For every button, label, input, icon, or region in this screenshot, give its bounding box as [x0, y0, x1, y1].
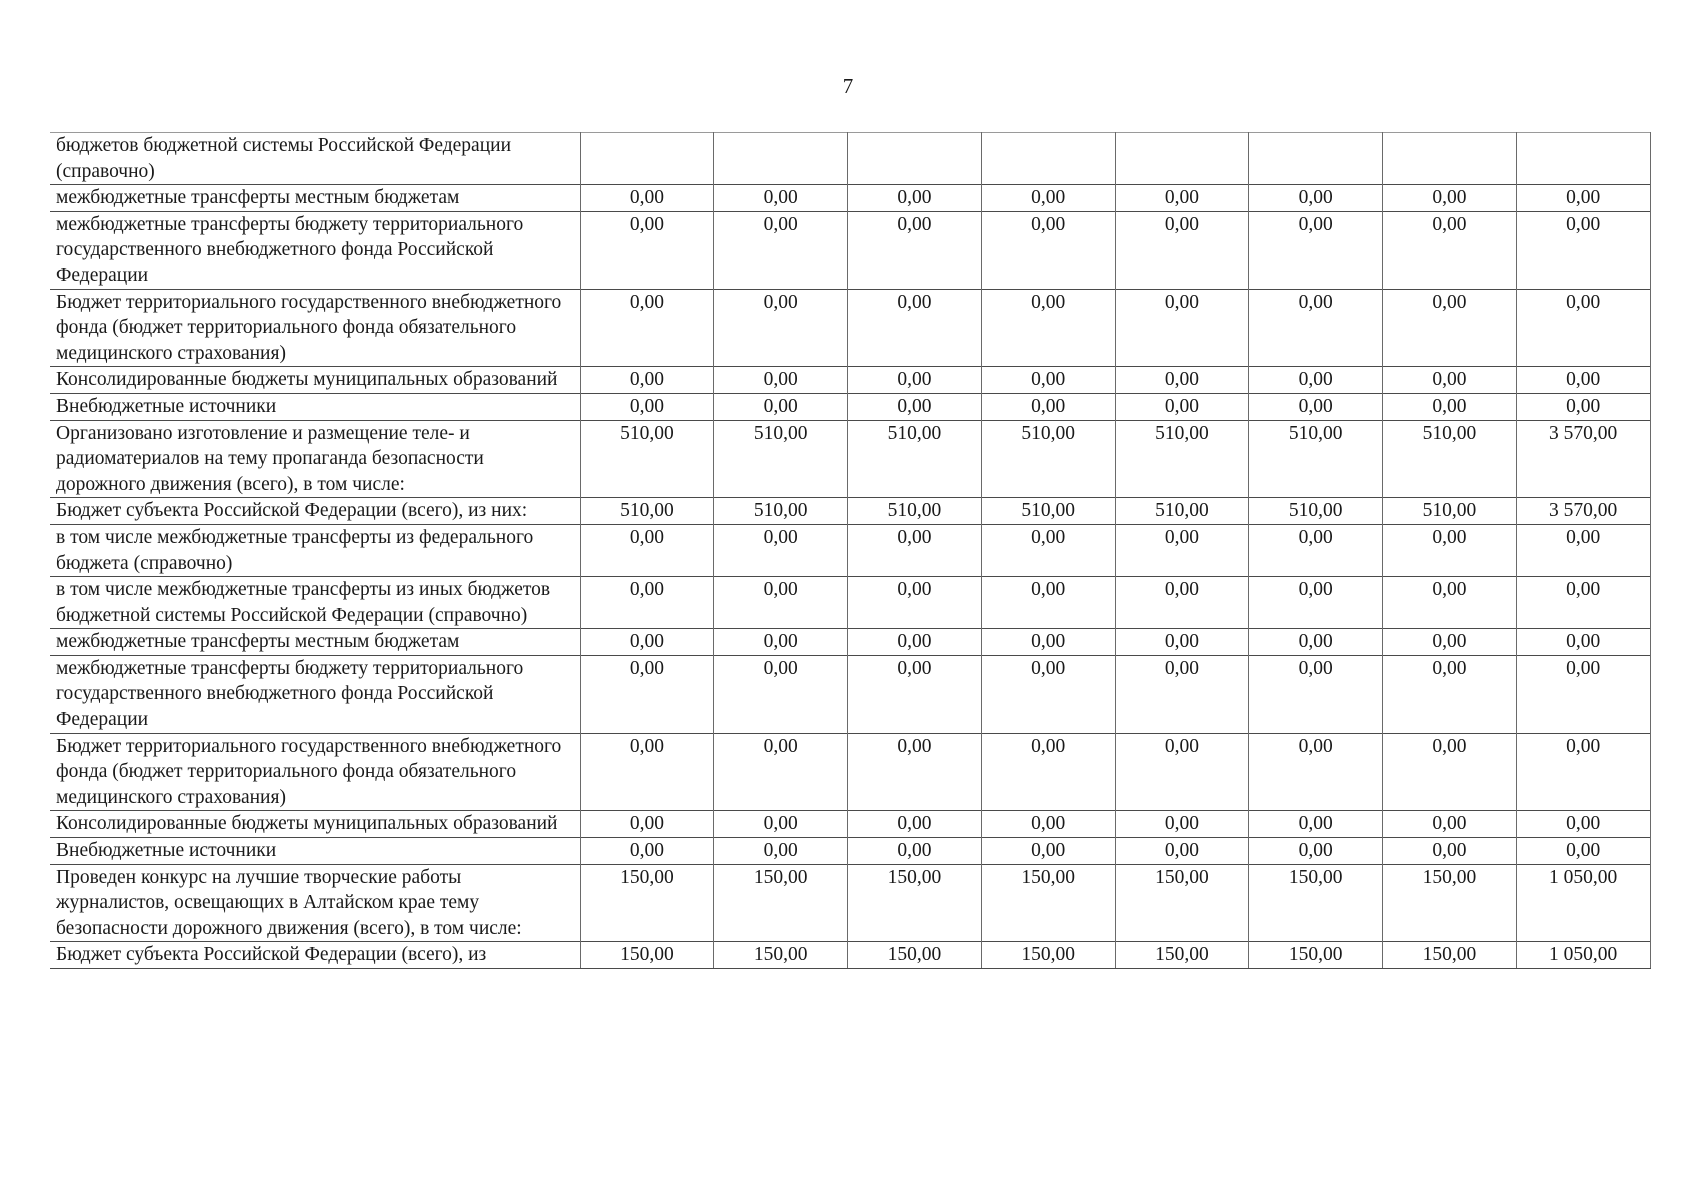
table-row: [50, 133, 1650, 185]
table-row: [50, 367, 1650, 394]
year-value-cell: 150,00: [1249, 864, 1383, 942]
year-value-cell: 150,00: [580, 864, 714, 942]
year-value-cell: 150,00: [848, 864, 982, 942]
year-value-cell: 0,00: [1249, 367, 1383, 394]
row-label: Организовано изготовление и размещение теле- и радиоматериалов на тему пропаганда безопасности дорожного движения (всего), в том числе:: [50, 420, 580, 498]
year-value-cell: 510,00: [981, 498, 1115, 525]
year-value-cell: 0,00: [714, 393, 848, 420]
year-value-cell: 0,00: [981, 185, 1115, 212]
year-value-cell: 150,00: [1115, 942, 1249, 969]
row-label: Бюджет территориального государственного внебюджетного фонда (бюджет территориального фонда обязательного медицинского страхования): [50, 289, 580, 367]
year-value-cell: 0,00: [981, 655, 1115, 733]
year-value-cell: [848, 133, 982, 185]
table-row: [50, 524, 1650, 576]
total-cell: 3 570,00: [1516, 420, 1650, 498]
year-value-cell: 510,00: [848, 420, 982, 498]
year-value-cell: [1249, 133, 1383, 185]
year-value-cell: 0,00: [1249, 838, 1383, 865]
year-value-cell: 0,00: [1115, 655, 1249, 733]
total-cell: 0,00: [1516, 577, 1650, 629]
total-cell: 0,00: [1516, 289, 1650, 367]
row-label: межбюджетные трансферты бюджету территориального государственного внебюджетного фонда Российской Федерации: [50, 211, 580, 289]
total-cell: 0,00: [1516, 629, 1650, 656]
year-value-cell: 0,00: [848, 211, 982, 289]
total-cell: 0,00: [1516, 655, 1650, 733]
total-cell: 1 050,00: [1516, 864, 1650, 942]
year-value-cell: 0,00: [714, 629, 848, 656]
table-row: [50, 577, 1650, 629]
year-value-cell: 0,00: [981, 393, 1115, 420]
year-value-cell: 150,00: [580, 942, 714, 969]
year-value-cell: 0,00: [580, 629, 714, 656]
year-value-cell: 510,00: [580, 498, 714, 525]
total-cell: 0,00: [1516, 185, 1650, 212]
year-value-cell: 0,00: [1249, 811, 1383, 838]
table-row: [50, 655, 1650, 733]
year-value-cell: 0,00: [714, 211, 848, 289]
year-value-cell: 0,00: [1115, 811, 1249, 838]
year-value-cell: [1383, 133, 1517, 185]
year-value-cell: 150,00: [1383, 864, 1517, 942]
year-value-cell: 0,00: [580, 524, 714, 576]
year-value-cell: 0,00: [848, 629, 982, 656]
year-value-cell: 0,00: [1383, 629, 1517, 656]
row-label: межбюджетные трансферты местным бюджетам: [50, 185, 580, 212]
year-value-cell: 0,00: [714, 811, 848, 838]
year-value-cell: 510,00: [1383, 498, 1517, 525]
year-value-cell: 0,00: [1383, 655, 1517, 733]
year-value-cell: 0,00: [1383, 289, 1517, 367]
row-label: Консолидированные бюджеты муниципальных образований: [50, 811, 580, 838]
year-value-cell: 0,00: [1383, 367, 1517, 394]
year-value-cell: 510,00: [1249, 498, 1383, 525]
total-cell: [1516, 133, 1650, 185]
year-value-cell: 510,00: [981, 420, 1115, 498]
table-row: [50, 629, 1650, 656]
year-value-cell: 0,00: [580, 185, 714, 212]
year-value-cell: 0,00: [714, 733, 848, 811]
year-value-cell: 0,00: [1249, 211, 1383, 289]
year-value-cell: 0,00: [981, 733, 1115, 811]
table-row: [50, 498, 1650, 525]
total-cell: 0,00: [1516, 211, 1650, 289]
year-value-cell: 0,00: [848, 524, 982, 576]
year-value-cell: 0,00: [1115, 577, 1249, 629]
year-value-cell: [981, 133, 1115, 185]
year-value-cell: 510,00: [1115, 498, 1249, 525]
table-row: [50, 211, 1650, 289]
year-value-cell: 0,00: [1383, 577, 1517, 629]
year-value-cell: 0,00: [1249, 577, 1383, 629]
table-row: [50, 838, 1650, 865]
year-value-cell: 0,00: [1383, 185, 1517, 212]
year-value-cell: 0,00: [1383, 393, 1517, 420]
total-cell: 0,00: [1516, 367, 1650, 394]
year-value-cell: 0,00: [848, 811, 982, 838]
year-value-cell: 0,00: [714, 289, 848, 367]
year-value-cell: 150,00: [714, 864, 848, 942]
year-value-cell: 0,00: [1249, 393, 1383, 420]
year-value-cell: 0,00: [1115, 393, 1249, 420]
table-row: [50, 864, 1650, 942]
table-row: [50, 733, 1650, 811]
year-value-cell: 510,00: [580, 420, 714, 498]
year-value-cell: [714, 133, 848, 185]
year-value-cell: 0,00: [1115, 524, 1249, 576]
table-row: [50, 185, 1650, 212]
year-value-cell: 0,00: [1115, 289, 1249, 367]
year-value-cell: 0,00: [1249, 185, 1383, 212]
row-label: Проведен конкурс на лучшие творческие работы журналистов, освещающих в Алтайском крае тему безопасности дорожного движения (всего), в том числе:: [50, 864, 580, 942]
table-row: [50, 811, 1650, 838]
year-value-cell: 150,00: [1383, 942, 1517, 969]
year-value-cell: 0,00: [580, 393, 714, 420]
year-value-cell: 0,00: [1383, 211, 1517, 289]
total-cell: 0,00: [1516, 838, 1650, 865]
year-value-cell: 0,00: [981, 367, 1115, 394]
year-value-cell: 0,00: [981, 289, 1115, 367]
year-value-cell: 0,00: [848, 577, 982, 629]
table-row: [50, 942, 1650, 969]
year-value-cell: 0,00: [714, 367, 848, 394]
year-value-cell: 0,00: [981, 577, 1115, 629]
year-value-cell: 0,00: [1383, 524, 1517, 576]
year-value-cell: 0,00: [981, 524, 1115, 576]
row-label: Консолидированные бюджеты муниципальных образований: [50, 367, 580, 394]
row-label: Бюджет территориального государственного внебюджетного фонда (бюджет территориального фонда обязательного медицинского страхования): [50, 733, 580, 811]
row-label: межбюджетные трансферты местным бюджетам: [50, 629, 580, 656]
year-value-cell: 510,00: [714, 498, 848, 525]
year-value-cell: 510,00: [1249, 420, 1383, 498]
page-number: 7: [842, 74, 854, 98]
year-value-cell: 0,00: [981, 838, 1115, 865]
year-value-cell: 0,00: [1249, 524, 1383, 576]
row-label: Внебюджетные источники: [50, 393, 580, 420]
row-label: Бюджет субъекта Российской Федерации (всего), из: [50, 942, 580, 969]
total-cell: 0,00: [1516, 733, 1650, 811]
year-value-cell: 0,00: [848, 185, 982, 212]
year-value-cell: 0,00: [714, 524, 848, 576]
year-value-cell: 0,00: [981, 811, 1115, 838]
year-value-cell: 0,00: [1249, 733, 1383, 811]
year-value-cell: 150,00: [1115, 864, 1249, 942]
year-value-cell: 150,00: [848, 942, 982, 969]
year-value-cell: 0,00: [1115, 185, 1249, 212]
year-value-cell: 0,00: [1249, 655, 1383, 733]
year-value-cell: 0,00: [848, 393, 982, 420]
year-value-cell: 0,00: [1383, 811, 1517, 838]
table-row: [50, 393, 1650, 420]
year-value-cell: [580, 133, 714, 185]
year-value-cell: 0,00: [1249, 289, 1383, 367]
year-value-cell: 0,00: [848, 733, 982, 811]
year-value-cell: 0,00: [981, 629, 1115, 656]
year-value-cell: 0,00: [848, 367, 982, 394]
year-value-cell: 0,00: [714, 185, 848, 212]
total-cell: 0,00: [1516, 393, 1650, 420]
year-value-cell: 0,00: [580, 811, 714, 838]
year-value-cell: 0,00: [848, 655, 982, 733]
year-value-cell: [1115, 133, 1249, 185]
year-value-cell: 0,00: [714, 655, 848, 733]
year-value-cell: 510,00: [1115, 420, 1249, 498]
year-value-cell: 150,00: [1249, 942, 1383, 969]
total-cell: 0,00: [1516, 811, 1650, 838]
year-value-cell: 0,00: [580, 655, 714, 733]
year-value-cell: 0,00: [1115, 733, 1249, 811]
row-label: бюджетов бюджетной системы Российской Федерации (справочно): [50, 133, 580, 185]
year-value-cell: 0,00: [1249, 629, 1383, 656]
year-value-cell: 150,00: [714, 942, 848, 969]
year-value-cell: 0,00: [1115, 838, 1249, 865]
row-label: в том числе межбюджетные трансферты из иных бюджетов бюджетной системы Российской Федерации (справочно): [50, 577, 580, 629]
table-row: [50, 289, 1650, 367]
year-value-cell: 150,00: [981, 942, 1115, 969]
year-value-cell: 0,00: [580, 577, 714, 629]
year-value-cell: 0,00: [580, 733, 714, 811]
year-value-cell: 0,00: [848, 289, 982, 367]
year-value-cell: 150,00: [981, 864, 1115, 942]
year-value-cell: 510,00: [714, 420, 848, 498]
total-cell: 1 050,00: [1516, 942, 1650, 969]
year-value-cell: 0,00: [580, 289, 714, 367]
year-value-cell: 0,00: [1115, 367, 1249, 394]
year-value-cell: 510,00: [848, 498, 982, 525]
table-body: [50, 133, 1650, 969]
budget-table: [50, 132, 1651, 969]
row-label: межбюджетные трансферты бюджету территориального государственного внебюджетного фонда Российской Федерации: [50, 655, 580, 733]
year-value-cell: 0,00: [714, 577, 848, 629]
year-value-cell: 0,00: [580, 367, 714, 394]
year-value-cell: 0,00: [1383, 838, 1517, 865]
row-label: Внебюджетные источники: [50, 838, 580, 865]
year-value-cell: 0,00: [580, 838, 714, 865]
row-label: в том числе межбюджетные трансферты из федерального бюджета (справочно): [50, 524, 580, 576]
table-row: [50, 420, 1650, 498]
budget-table-container: [50, 132, 1650, 969]
year-value-cell: 0,00: [981, 211, 1115, 289]
year-value-cell: 0,00: [1115, 629, 1249, 656]
year-value-cell: 510,00: [1383, 420, 1517, 498]
total-cell: 0,00: [1516, 524, 1650, 576]
row-label: Бюджет субъекта Российской Федерации (всего), из них:: [50, 498, 580, 525]
year-value-cell: 0,00: [848, 838, 982, 865]
year-value-cell: 0,00: [580, 211, 714, 289]
year-value-cell: 0,00: [1115, 211, 1249, 289]
year-value-cell: 0,00: [714, 838, 848, 865]
total-cell: 3 570,00: [1516, 498, 1650, 525]
year-value-cell: 0,00: [1383, 733, 1517, 811]
